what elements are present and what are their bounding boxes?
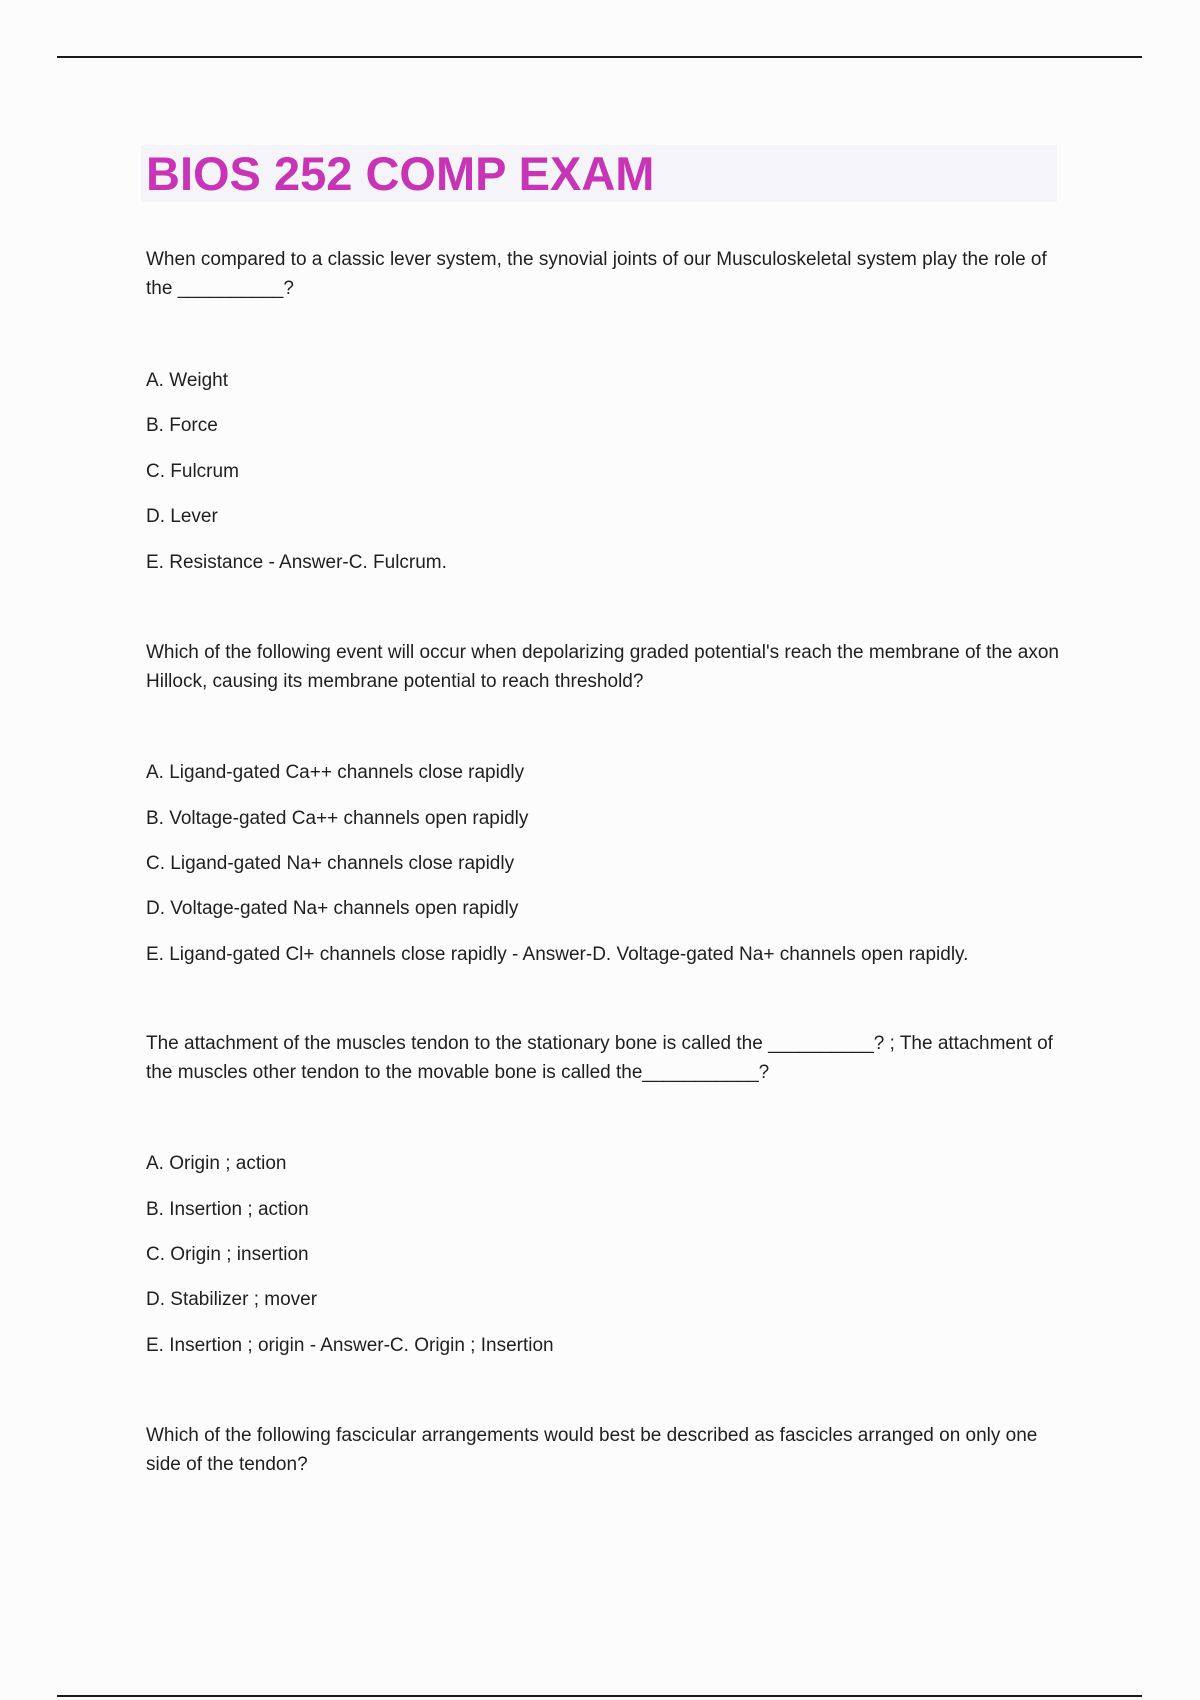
question-1-option-e: E. Resistance - Answer-C. Fulcrum. xyxy=(146,552,447,573)
question-3-option-c: C. Origin ; insertion xyxy=(146,1244,309,1265)
question-2-option-b: B. Voltage-gated Ca++ channels open rapidly xyxy=(146,808,529,829)
question-1-option-c: C. Fulcrum xyxy=(146,461,239,482)
question-1-text: When compared to a classic lever system, the synovial joints of our Musculoskeletal system play the role of the __________? xyxy=(146,249,1047,299)
question-4-text: Which of the following fascicular arrangements would best be described as fascicles arranged on only one side of the tendon? xyxy=(146,1425,1038,1475)
question-1-option-b: B. Force xyxy=(146,415,218,436)
question-3-option-b: B. Insertion ; action xyxy=(146,1199,309,1220)
question-2-option-e: E. Ligand-gated Cl+ channels close rapidly - Answer-D. Voltage-gated Na+ channels open rapidly. xyxy=(146,944,969,965)
top-rule xyxy=(57,56,1142,58)
question-1-option-d: D. Lever xyxy=(146,506,218,527)
question-3-option-e: E. Insertion ; origin - Answer-C. Origin ; Insertion xyxy=(146,1335,554,1356)
page-title: BIOS 252 COMP EXAM xyxy=(146,147,655,200)
bottom-rule xyxy=(57,1695,1142,1697)
question-2-option-d: D. Voltage-gated Na+ channels open rapidly xyxy=(146,898,519,919)
question-2-option-c: C. Ligand-gated Na+ channels close rapidly xyxy=(146,853,515,874)
question-3-text: The attachment of the muscles tendon to the stationary bone is called the __________? ; The attachment of the muscles other tendon to the movable bone is called the___________? xyxy=(146,1033,1053,1083)
question-3-option-d: D. Stabilizer ; mover xyxy=(146,1289,318,1310)
question-3-option-a: A. Origin ; action xyxy=(146,1153,287,1174)
question-1-option-a: A. Weight xyxy=(146,370,229,391)
question-2-text: Which of the following event will occur when depolarizing graded potential's reach the membrane of the axon Hillock, causing its membrane potential to reach threshold? xyxy=(146,642,1059,692)
question-2-option-a: A. Ligand-gated Ca++ channels close rapidly xyxy=(146,762,525,783)
